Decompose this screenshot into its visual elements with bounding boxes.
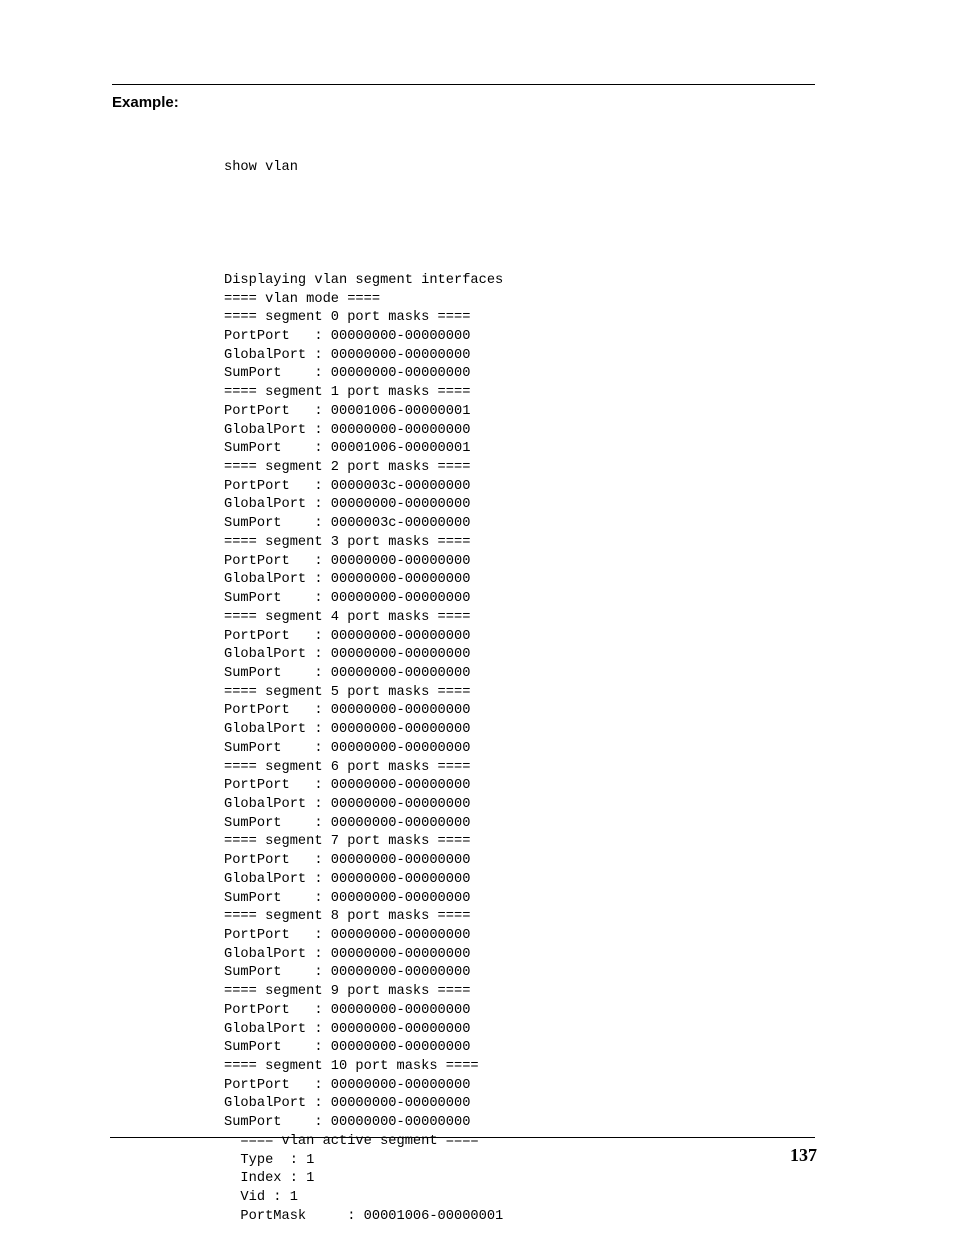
output-line: PortPort : 0000003c-00000000 [224, 478, 471, 494]
output-line: SumPort : 00000000-00000000 [224, 1040, 471, 1056]
output-line: ==== segment 10 port masks ==== [224, 1059, 479, 1075]
output-line: ==== vlan mode ==== [224, 291, 381, 307]
output-line: GlobalPort : 00000000-00000000 [224, 572, 471, 588]
output-line: ==== segment 0 port masks ==== [224, 310, 471, 326]
output-line: PortPort : 00000000-00000000 [224, 329, 471, 344]
output-line: SumPort : 00000000-00000000 [224, 1115, 471, 1131]
output-line: PortPort : 00000000-00000000 [224, 553, 471, 569]
output-line: PortPort : 00000000-00000000 [224, 1077, 471, 1093]
output-line: PortPort : 00000000-00000000 [224, 1002, 471, 1018]
blank-line [224, 216, 503, 235]
output-line: GlobalPort : 00000000-00000000 [224, 796, 471, 812]
output-line: SumPort : 00000000-00000000 [224, 740, 471, 756]
command-output [224, 272, 503, 1227]
output-line: PortPort : 00000000-00000000 [224, 703, 471, 719]
output-line: PortPort : 00001006-00000001 [224, 403, 471, 419]
output-line: ==== segment 6 port masks ==== [224, 759, 471, 775]
page-number: 137 [790, 1145, 817, 1165]
example-heading: Example: [112, 94, 179, 111]
bottom-rule [110, 1137, 815, 1138]
output-line: SumPort : 00000000-00000000 [224, 665, 471, 681]
output-line: SumPort : 00000000-00000000 [224, 591, 471, 607]
output-line: SumPort : 00001006-00000001 [224, 441, 471, 457]
output-line: GlobalPort : 00000000-00000000 [224, 347, 471, 363]
output-line: GlobalPort : 00000000-00000000 [224, 647, 471, 663]
output-line: ==== segment 5 port masks ==== [224, 684, 471, 700]
output-line: GlobalPort : 00000000-00000000 [224, 722, 471, 738]
output-line: ==== vlan active segment ==== [224, 1133, 479, 1149]
output-line: GlobalPort : 00000000-00000000 [224, 1021, 471, 1037]
output-line: Vid : 1 [224, 1190, 298, 1206]
output-line: GlobalPort : 00000000-00000000 [224, 946, 471, 962]
output-line: ==== segment 2 port masks ==== [224, 460, 471, 476]
command-line: show vlan [224, 160, 298, 176]
code-block [224, 122, 503, 1245]
output-line: PortPort : 00000000-00000000 [224, 853, 471, 869]
output-line: ==== segment 7 port masks ==== [224, 834, 471, 850]
output-line: ==== segment 4 port masks ==== [224, 609, 471, 625]
output-line: Displaying vlan segment interfaces [224, 272, 504, 288]
output-line: ==== segment 8 port masks ==== [224, 909, 471, 925]
output-line: ==== segment 9 port masks ==== [224, 984, 471, 1000]
output-line: ==== segment 1 port masks ==== [224, 385, 471, 401]
top-rule [112, 84, 815, 85]
output-line: GlobalPort : 00000000-00000000 [224, 422, 471, 438]
output-line: Index : 1 [224, 1171, 315, 1187]
output-line: ==== segment 3 port masks ==== [224, 534, 471, 550]
output-line: SumPort : 00000000-00000000 [224, 890, 471, 906]
output-line: SumPort : 00000000-00000000 [224, 965, 471, 981]
output-line: PortPort : 00000000-00000000 [224, 928, 471, 943]
output-line: Type : 1 [224, 1152, 315, 1168]
output-line: GlobalPort : 00000000-00000000 [224, 871, 471, 887]
output-line: PortPort : 00000000-00000000 [224, 778, 471, 794]
output-line: PortMask : 00001006-00000001 [224, 1208, 504, 1224]
output-line: PortPort : 00000000-00000000 [224, 628, 471, 644]
output-line: GlobalPort : 00000000-00000000 [224, 497, 471, 513]
output-line: SumPort : 00000000-00000000 [224, 815, 471, 831]
output-line: SumPort : 00000000-00000000 [224, 366, 471, 382]
output-line: GlobalPort : 00000000-00000000 [224, 1096, 471, 1112]
output-line: SumPort : 0000003c-00000000 [224, 516, 471, 532]
